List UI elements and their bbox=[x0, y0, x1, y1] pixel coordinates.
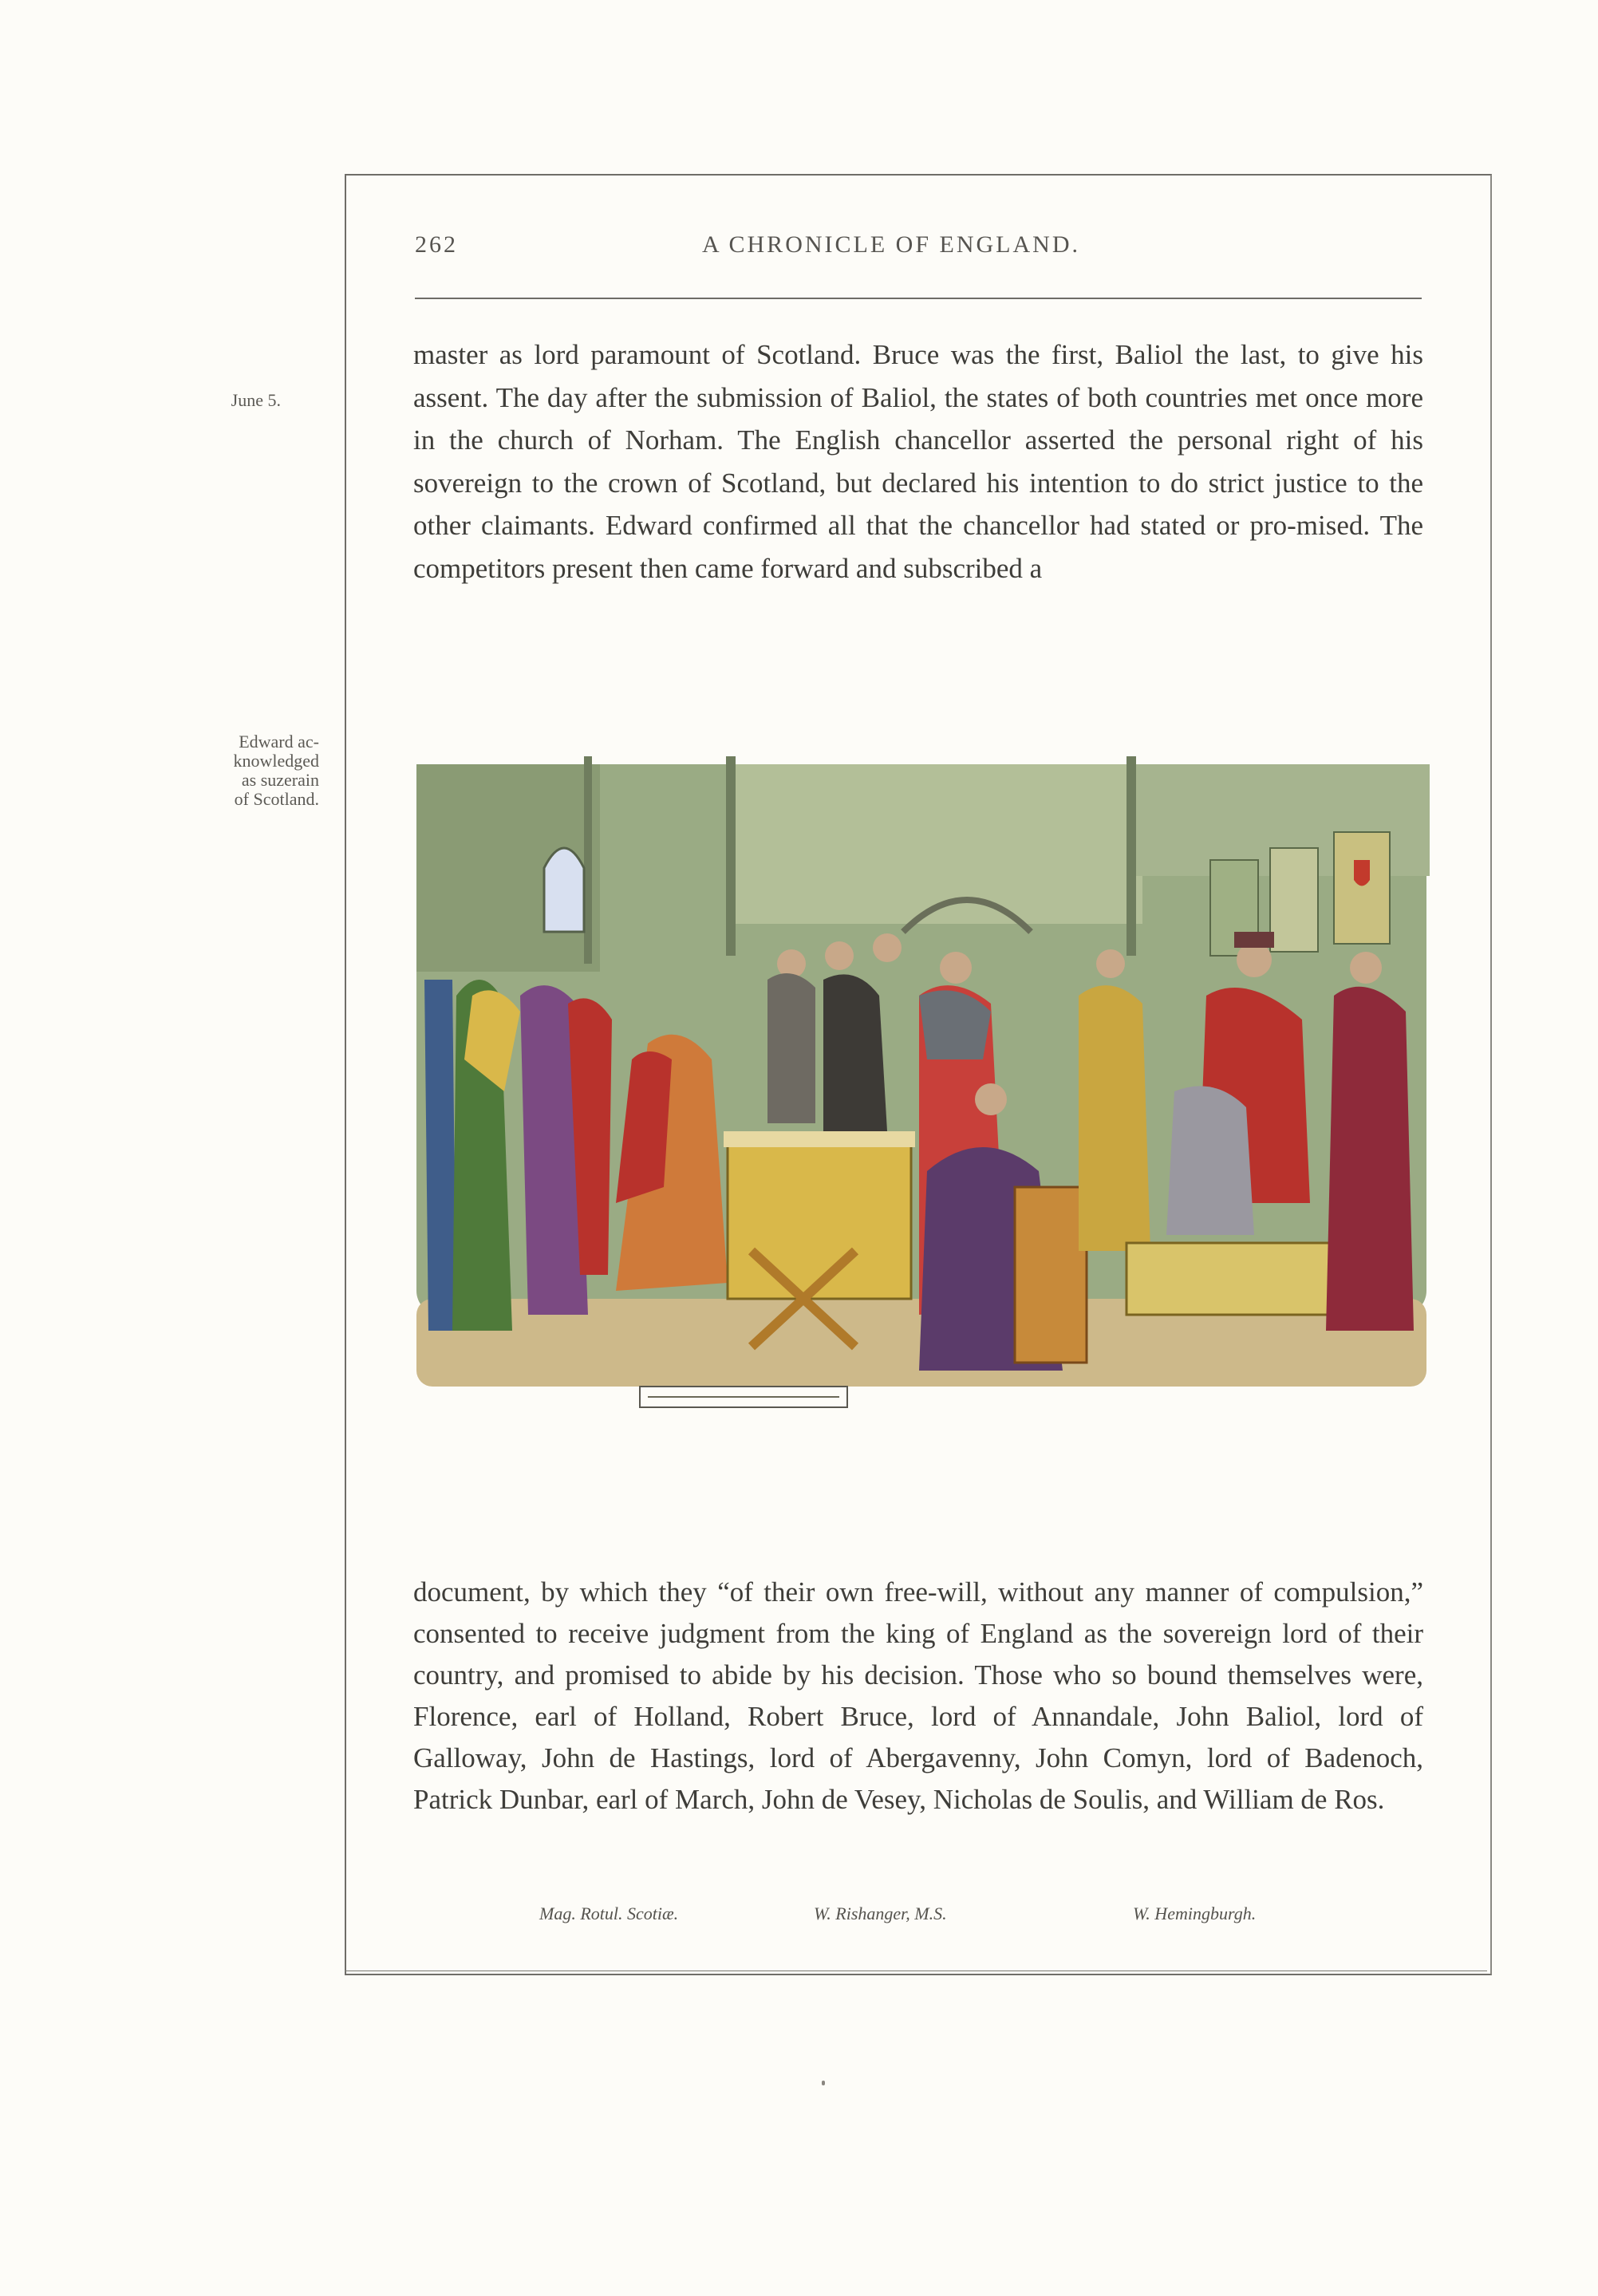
source-citation: Mag. Rotul. Scotiæ. bbox=[539, 1903, 679, 1923]
paragraph-top: master as lord paramount of Scotland. Bruce was the first, Baliol the last, to give his assent. The day after the submission of Baliol, the states of both countries met once more in the church of Norham. The English chancellor asserted the personal right of his sovereign to the crown of Scotland, but declared his intention to do strict justice to the other claimants. Edward confirmed all that the chancellor had stated or pro-mised. The competitors present then came forward and subscribed a bbox=[413, 339, 1423, 584]
source-citation: W. Hemingburgh. bbox=[1133, 1903, 1257, 1923]
margin-note-date: June 5. bbox=[231, 390, 281, 410]
page-number: 262 bbox=[415, 231, 458, 258]
running-title: A CHRONICLE OF ENGLAND. bbox=[702, 231, 1080, 258]
paragraph-bottom: document, by which they “of their own free-will, without any manner of compulsion,” consented to receive judgment from the king of England as the sovereign lord of their country, and promised to abide by his decision. Those who so bound themselves were, Florence, earl of Holland, Robert Bruce, lord of Annandale, John Baliol, lord of Galloway, John de Hastings, lord of Abergavenny, John Comyn, lord of Badenoch, Patrick Dunbar, earl of March, John de Vesey, Nicholas de Soulis, and William de Ros. bbox=[413, 1576, 1423, 1815]
margin-note-subject: Edward ac- knowledged as suzerain of Scotland. bbox=[233, 732, 319, 809]
paper-speck bbox=[822, 2081, 825, 2085]
source-citations bbox=[415, 1903, 1422, 1927]
running-header bbox=[415, 231, 1422, 263]
engraving-illustration bbox=[408, 756, 1434, 1412]
header-rule bbox=[415, 298, 1422, 299]
source-citation: W. Rishanger, M.S. bbox=[814, 1903, 947, 1923]
